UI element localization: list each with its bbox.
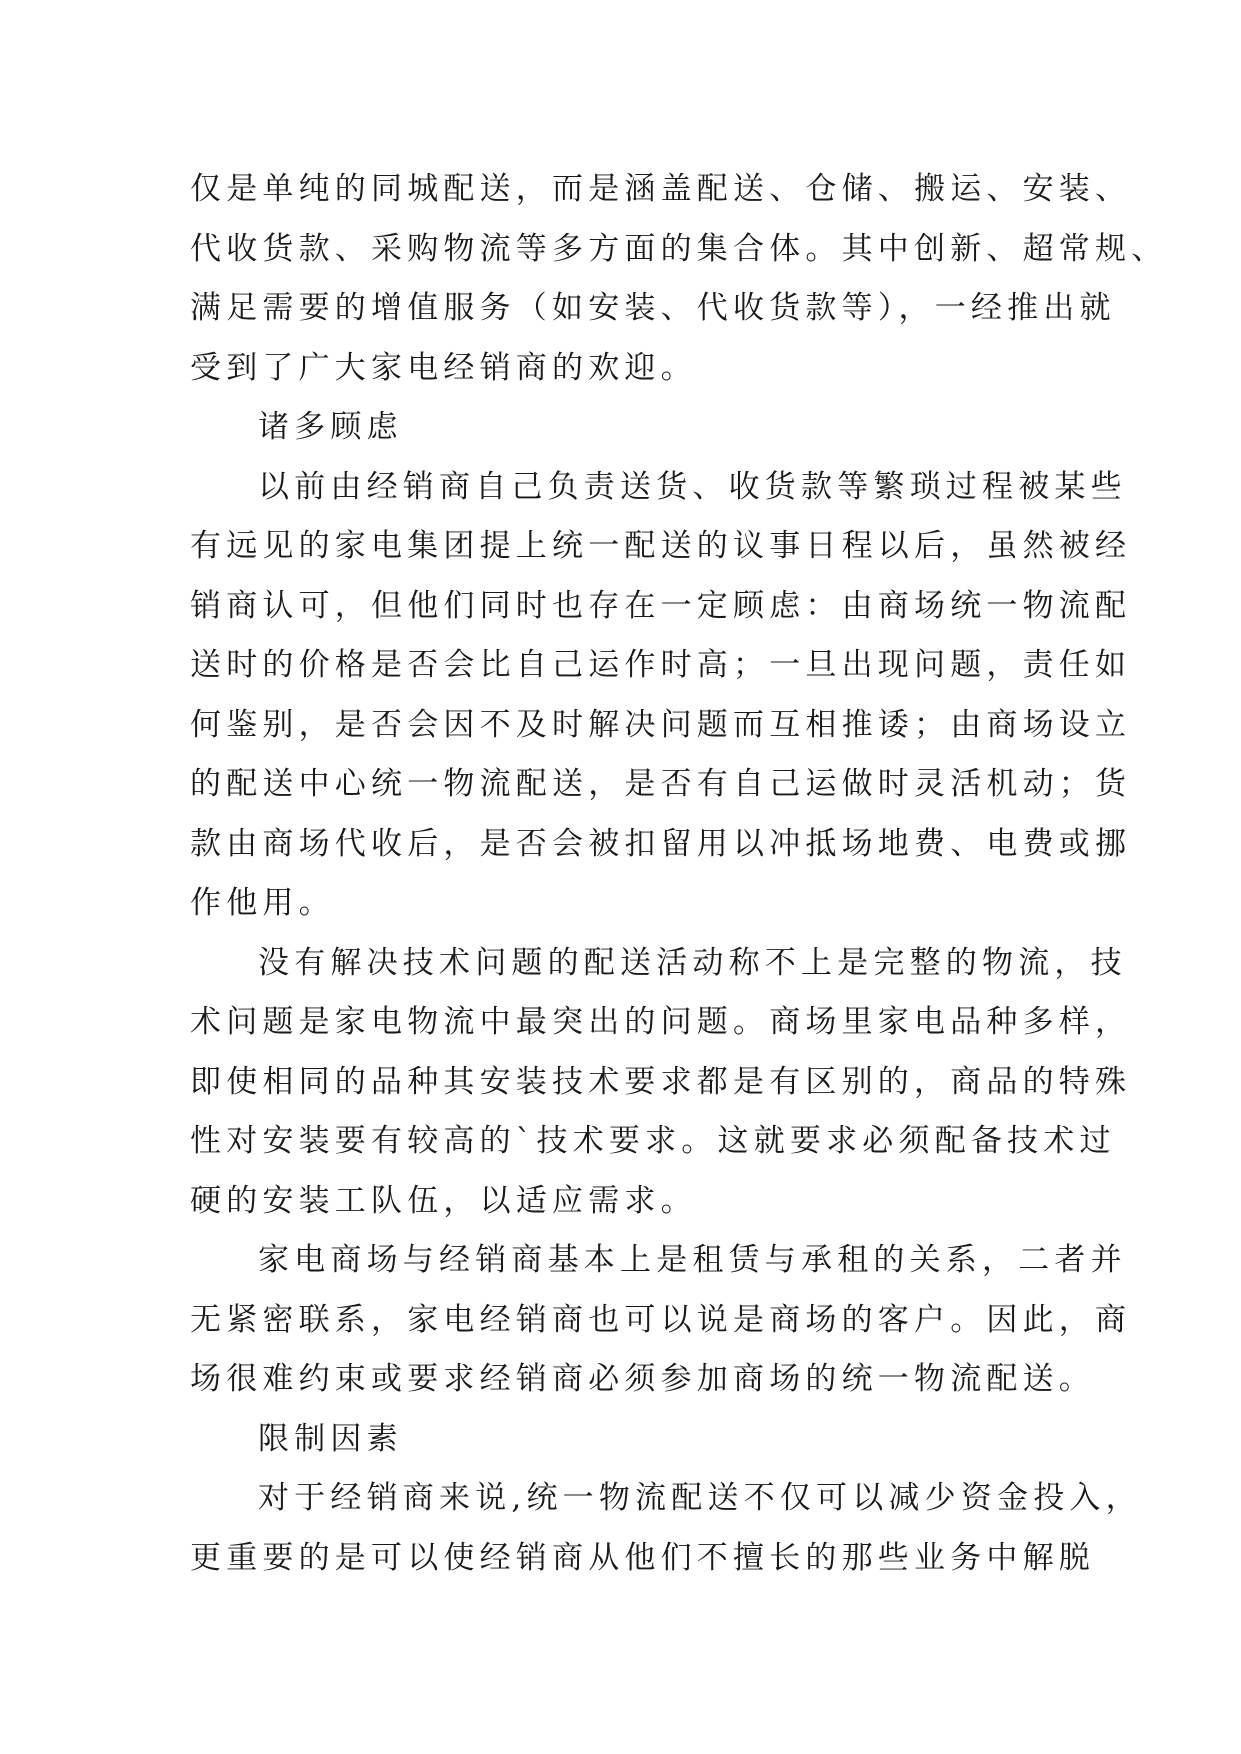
paragraph-line: 以前由经销商自己负责送货、收货款等繁琐过程被某些 [258, 468, 1127, 505]
paragraph-line: 满足需要的增值服务（如安装、代收货款等），一经推出就 [190, 290, 1116, 326]
document-page [190, 160, 1168, 1588]
paragraph-line: 何鉴别，是否会因不及时解决问题而互相推诿；由商场设立 [190, 706, 1132, 743]
section-heading: 限制因素 [258, 1420, 403, 1457]
paragraph-line: 性对安装要有较高的`技术要求。这就要求必须配备技术过 [190, 1123, 1116, 1159]
paragraph-line: 款由商场代收后，是否会被扣留用以冲抵场地费、电费或挪 [190, 825, 1132, 862]
paragraph-line: 有远见的家电集团提上统一配送的议事日程以后，虽然被经 [190, 528, 1132, 564]
paragraph-line: 即使相同的品种其安装技术要求都是有区别的，商品的特殊 [190, 1063, 1132, 1100]
paragraph-line: 的配送中心统一物流配送，是否有自己运做时灵活机动；货 [190, 766, 1132, 802]
paragraph-line: 术问题是家电物流中最突出的问题。商场里家电品种多样， [190, 1004, 1132, 1040]
paragraph-line: 无紧密联系，家电经销商也可以说是商场的客户。因此，商 [190, 1301, 1132, 1338]
paragraph-line: 送时的价格是否会比自己运作时高；一旦出现问题，责任如 [190, 647, 1132, 683]
paragraph-line: 场很难约束或要求经销商必须参加商场的统一物流配送。 [190, 1361, 1095, 1397]
paragraph-line: 对于经销商来说,统一物流配送不仅可以减少资金投入， [258, 1480, 1142, 1516]
paragraph-line: 受到了广大家电经销商的欢迎。 [190, 349, 697, 386]
paragraph-line: 仅是单纯的同城配送，而是涵盖配送、仓储、搬运、安装、 [190, 171, 1132, 207]
paragraph-line: 没有解决技术问题的配送活动称不上是完整的物流，技 [258, 944, 1127, 981]
paragraph-line: 代收货款、采购物流等多方面的集合体。其中创新、超常规、 [190, 230, 1168, 267]
paragraph-line: 作他用。 [190, 885, 335, 921]
paragraph-line: 销商认可，但他们同时也存在一定顾虑：由商场统一物流配 [190, 587, 1132, 624]
paragraph-line: 更重要的是可以使经销商从他们不擅长的那些业务中解脱 [190, 1539, 1095, 1576]
section-heading: 诸多顾虑 [258, 409, 403, 445]
paragraph-line: 硬的安装工队伍，以适应需求。 [190, 1182, 697, 1219]
paragraph-line: 家电商场与经销商基本上是租赁与承租的关系，二者并 [258, 1242, 1127, 1278]
